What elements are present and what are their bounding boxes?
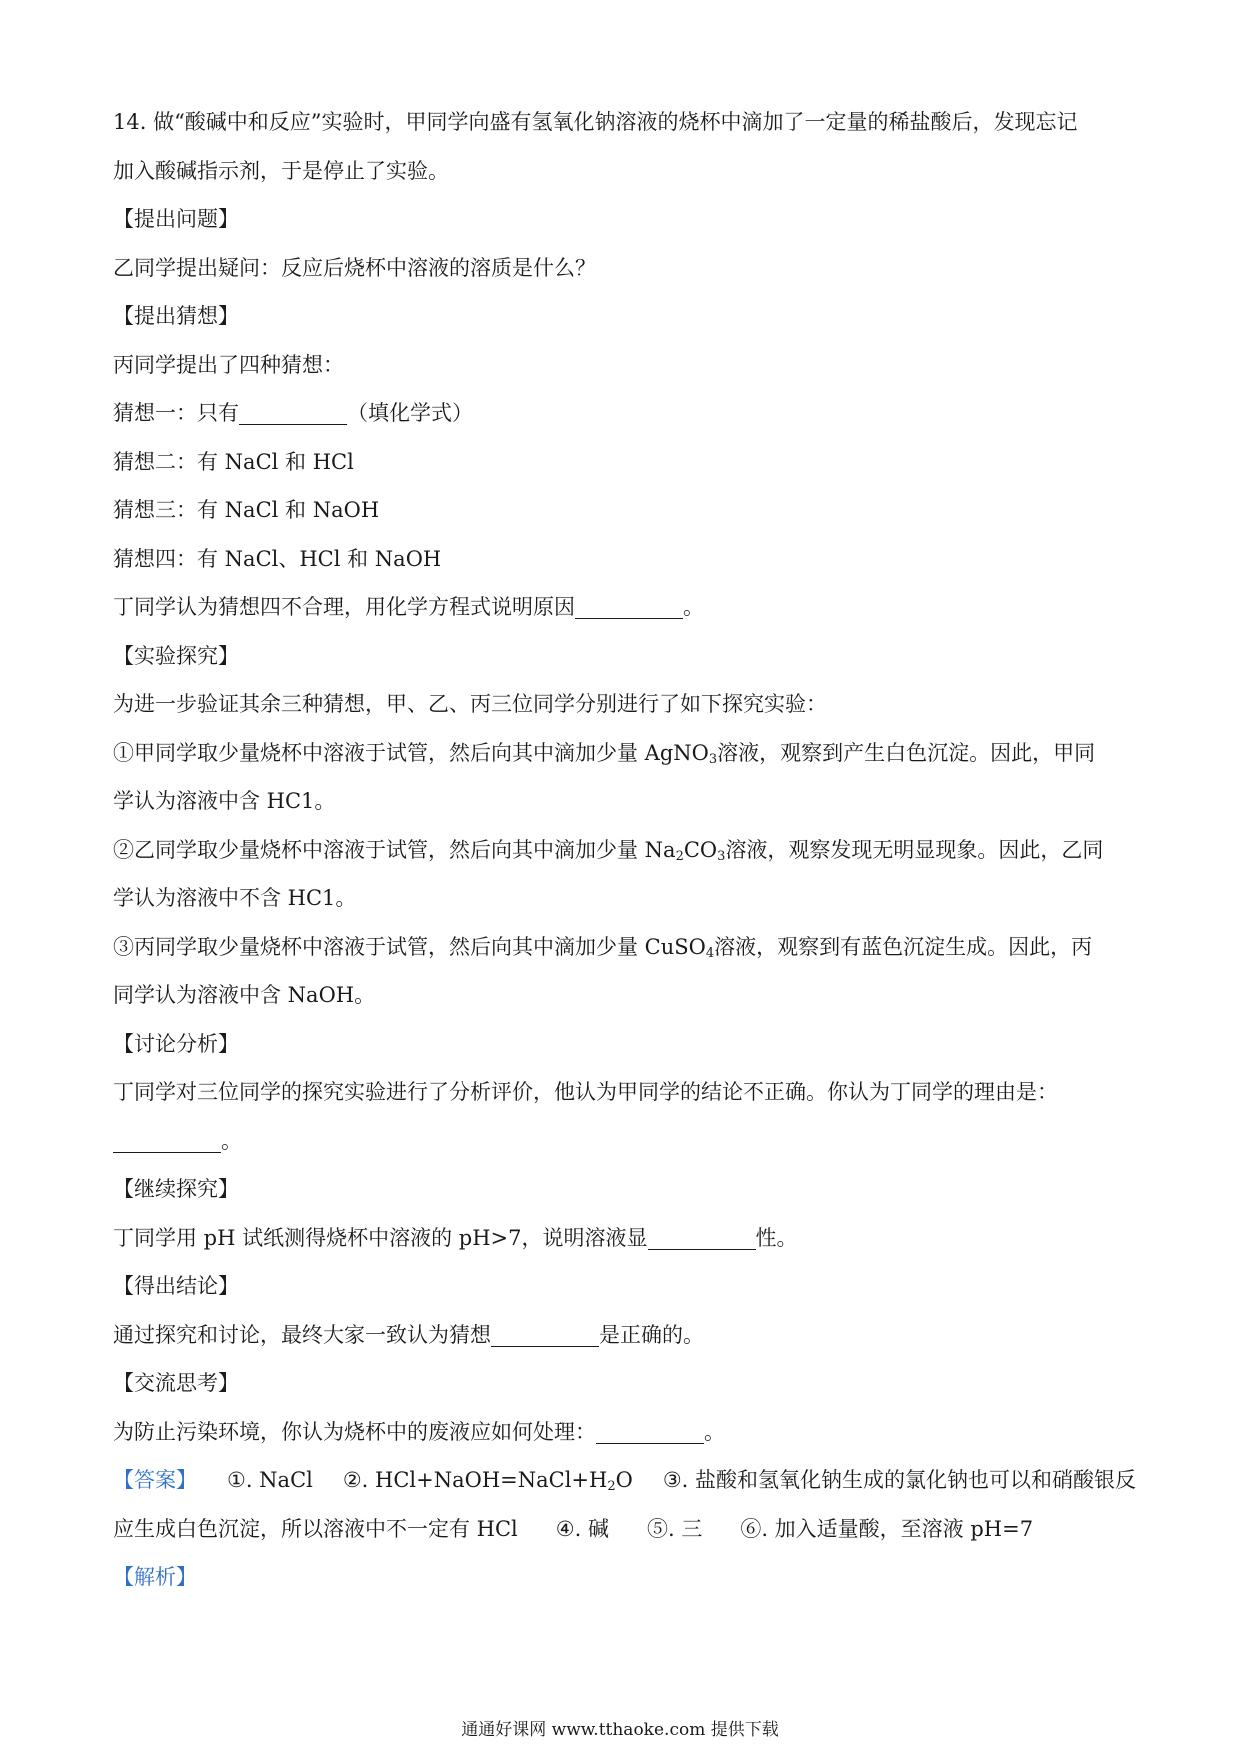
experiment-3-line [113,923,1133,972]
question-stem-line: 加入酸碱指示剂，于是停止了实验。 [113,158,449,183]
answer-blank-1 [239,398,347,425]
period: 。 [704,1419,725,1444]
guess-3-line: 猜想三：有 NaCl 和 NaOH [113,498,380,522]
experiment-3-text-cont: 溶液，观察到有蓝色沉淀生成。因此，丙 [714,934,1093,959]
experiment-1-text: ①甲同学取少量烧杯中溶液于试管，然后向其中滴加少量 AgNO [113,740,709,765]
reason-text: 丁同学认为猜想四不合理，用化学方程式说明原因 [113,595,575,619]
period: 。 [221,1128,242,1153]
answer-blank-3 [113,1126,221,1153]
guess-1-text: 猜想一：只有 [113,401,239,425]
answer-blank-4 [648,1223,756,1250]
guess-1-hint: （填化学式） [347,401,473,425]
answer-blank-5 [491,1320,599,1347]
section-heading-exchange: 【交流思考】 [113,1371,239,1395]
answer-2-text: ②. HCl+NaOH=NaCl+H [342,1468,608,1492]
section-heading-continue: 【继续探究】 [113,1177,239,1201]
conclusion-text: 通过探究和讨论，最终大家一致认为猜想 [113,1322,491,1347]
answer-2 [343,1468,633,1492]
answer-3: ③. 盐酸和氢氧化钠生成的氯化钠也可以和硝酸银反 [662,1468,1137,1492]
subscript: 2 [675,848,684,864]
analysis-label: 【解析】 [113,1565,197,1589]
conclusion-line [113,1311,1133,1360]
answer-4: ④. 碱 [555,1516,609,1541]
answer-blank-6 [596,1417,704,1444]
answer-line [113,1456,1137,1505]
experiment-1-text-cont: 溶液，观察到产生白色沉淀。因此，甲同 [717,740,1096,765]
experiment-2-text-cont: 溶液，观察发现无明显现象。因此，乙同 [725,837,1104,862]
answer-3-cont: 应生成白色沉淀，所以溶液中不一定有 HCl [113,1516,518,1541]
text-line: 丙同学提出了四种猜想： [113,352,344,377]
ph-line [113,1214,1133,1263]
experiment-3-text: ③丙同学取少量烧杯中溶液于试管，然后向其中滴加少量 CuSO [113,934,706,959]
disposal-line [113,1408,1133,1457]
disposal-text: 为防止污染环境，你认为烧杯中的废液应如何处理： [113,1419,596,1444]
section-heading-guess: 【提出猜想】 [113,304,239,328]
section-heading-problem: 【提出问题】 [113,207,239,231]
answer-1: ①. NaCl [227,1468,313,1492]
subscript: 3 [717,848,726,864]
experiment-2-line [113,826,1133,875]
ph-text-end: 性。 [755,1225,798,1250]
guess-4-line: 猜想四：有 NaCl、HCl 和 NaOH [113,546,442,571]
formula-part: CO [683,837,718,862]
section-heading-conclude: 【得出结论】 [113,1274,239,1298]
discuss-answer-line [113,1117,1133,1166]
subscript: 3 [708,751,718,767]
reason-line [113,583,1133,632]
footer-text: 通通好课网 www.tthaoke.com 提供下载 [461,1720,779,1740]
text-line: 丁同学对三位同学的探究实验进行了分析评价，他认为甲同学的结论不正确。你认为丁同学的理由是： [113,1080,1058,1104]
conclusion-text-end: 是正确的。 [599,1322,704,1347]
guess-2-line: 猜想二：有 NaCl 和 HCl [113,449,354,474]
answer-2-text-end: O [615,1468,633,1492]
question-stem-line: 14. 做“酸碱中和反应”实验时，甲同学向盛有氢氧化钠溶液的烧杯中滴加了一定量的稀盐酸后，发现忘记 [113,110,1078,134]
experiment-1-line [113,729,1133,778]
question-body [113,98,1137,1602]
answer-5: ⑤. 三 [646,1516,703,1541]
experiment-1-line-2: 学认为溶液中含 HC1。 [113,789,336,813]
answer-line-2 [113,1505,1133,1554]
subscript: 4 [705,945,715,961]
experiment-2-line-2: 学认为溶液中不含 HC1。 [113,886,357,910]
experiment-2-text: ②乙同学取少量烧杯中溶液于试管，然后向其中滴加少量 Na [113,837,676,862]
experiment-3-line-2: 同学认为溶液中含 NaOH。 [113,983,376,1007]
text-line: 乙同学提出疑问：反应后烧杯中溶液的溶质是什么？ [113,255,596,280]
ph-text: 丁同学用 pH 试纸测得烧杯中溶液的 pH>7，说明溶液显 [113,1225,648,1250]
answer-6: ⑥. 加入适量酸，至溶液 pH=7 [740,1516,1034,1541]
answer-label: 【答案】 [113,1468,197,1492]
section-heading-discuss: 【讨论分析】 [113,1031,239,1056]
section-heading-explore: 【实验探究】 [113,643,239,668]
subscript: 2 [607,1479,616,1494]
text-line: 为进一步验证其余三种猜想，甲、乙、丙三位同学分别进行了如下探究实验： [113,692,827,716]
analysis-line [113,1553,1133,1602]
period: 。 [683,595,704,619]
answer-blank-2 [575,592,683,619]
guess-1-line [113,389,1133,438]
